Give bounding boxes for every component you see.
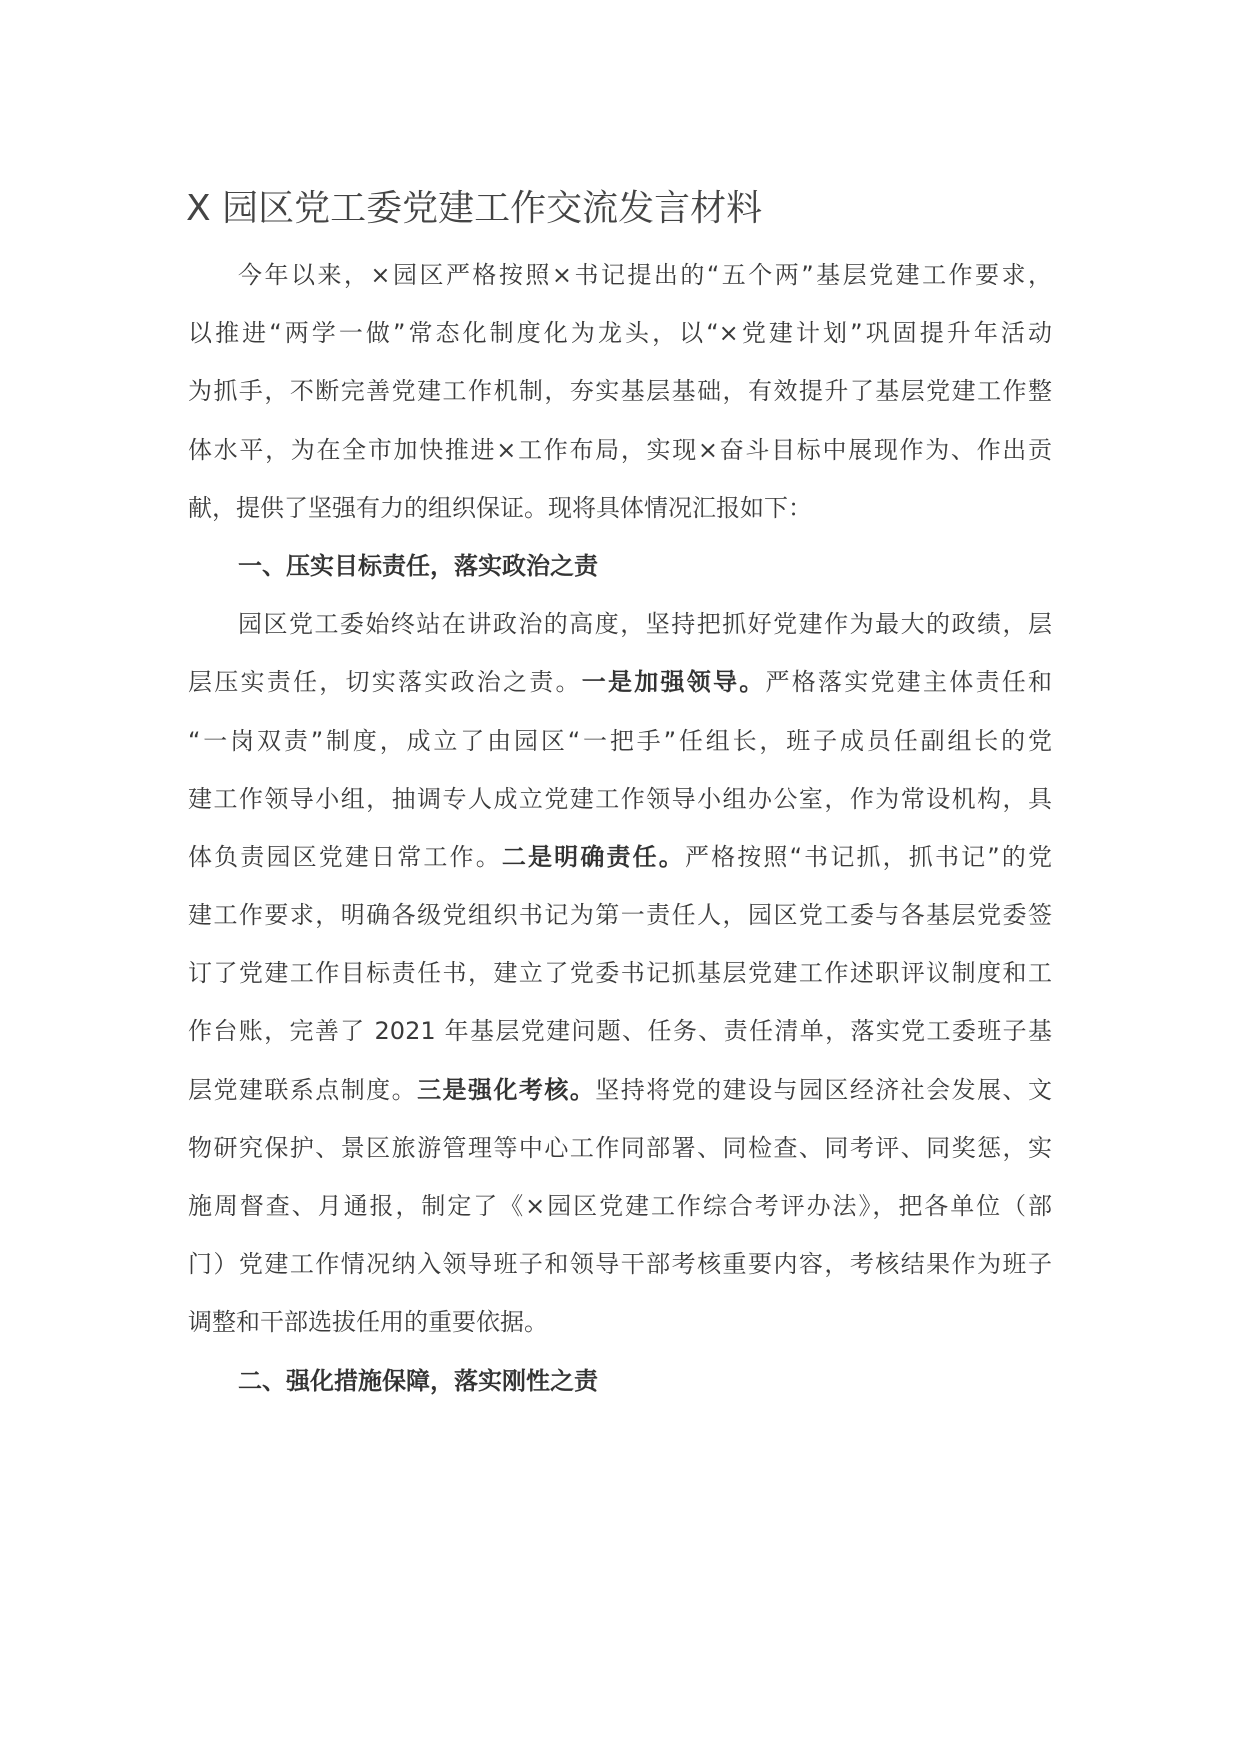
paragraph-line: [188, 308, 1052, 366]
paragraph-line: [188, 948, 1052, 1006]
text-run: 施周督查、月通报，制定了《×园区党建工作综合考评办法》，把各单位（部: [188, 1192, 1052, 1220]
section-heading: 二、强化措施保障，落实刚性之责: [238, 1366, 598, 1395]
paragraph-line: [188, 832, 1052, 890]
paragraph-line: [188, 483, 1052, 541]
text-run: 调整和干部选拔任用的重要依据。: [188, 1308, 548, 1337]
text-run: 为抓手，不断完善党建工作机制，夯实基层基础，有效提升了基层党建工作整: [188, 377, 1052, 406]
text-run: 今年以来，×园区严格按照×书记提出的“五个两”基层党建工作要求，: [238, 261, 1052, 289]
paragraph-line: [188, 599, 1052, 657]
section-heading: 一、压实目标责任，落实政治之责: [238, 551, 598, 580]
text-run: 严格按照“书记抓，抓书记”的党: [684, 842, 1053, 871]
text-run: 作台账，完善了 2021 年基层党建问题、任务、责任清单，落实党工委班子基: [188, 1017, 1052, 1046]
paragraph-line: [188, 366, 1052, 424]
text-run: 严格落实党建主体责任和: [765, 668, 1052, 697]
paragraph-line: [188, 890, 1052, 948]
text-run: 物研究保护、景区旅游管理等中心工作同部署、同检查、同考评、同奖惩，实: [188, 1133, 1052, 1162]
paragraph-line: [188, 1123, 1052, 1181]
paragraph-line: [188, 1006, 1052, 1064]
bold-lead-phrase: 三是强化考核。: [417, 1075, 596, 1104]
text-run: 坚持将党的建设与园区经济社会发展、文: [595, 1075, 1053, 1104]
document-body: [188, 250, 1052, 1414]
text-run: 层压实责任，切实落实政治之责。: [188, 668, 582, 697]
bold-lead-phrase: 二是明确责任。: [501, 842, 685, 871]
text-run: 建工作领导小组，抽调专人成立党建工作领导小组办公室，作为常设机构，具: [188, 784, 1052, 813]
paragraph-line: [188, 1239, 1052, 1297]
text-run: 层党建联系点制度。: [188, 1075, 418, 1104]
text-run: 以推进“两学一做”常态化制度化为龙头，以“×党建计划”巩固提升年活动: [188, 319, 1052, 348]
paragraph-line: [188, 657, 1052, 715]
text-run: 园区党工委始终站在讲政治的高度，坚持把抓好党建作为最大的政绩，层: [238, 610, 1052, 639]
text-run: 订了党建工作目标责任书，建立了党委书记抓基层党建工作述职评议制度和工: [188, 959, 1052, 988]
paragraph-line: [188, 774, 1052, 832]
text-run: 体水平，为在全市加快推进×工作布局，实现×奋斗目标中展现作为、作出贡: [188, 435, 1052, 464]
paragraph-line: [188, 425, 1052, 483]
bold-lead-phrase: 一是加强领导。: [581, 668, 766, 697]
paragraph-line: [188, 716, 1052, 774]
text-run: 献，提供了坚强有力的组织保证。现将具体情况汇报如下：: [188, 493, 812, 522]
text-run: 建工作要求，明确各级党组织书记为第一责任人，园区党工委与各基层党委签: [188, 901, 1052, 930]
text-run: 体负责园区党建日常工作。: [188, 842, 502, 871]
document-title: X 园区党工委党建工作交流发言材料: [186, 188, 763, 229]
text-run: 门）党建工作情况纳入领导班子和领导干部考核重要内容，考核结果作为班子: [188, 1250, 1052, 1279]
text-run: “一岗双责”制度，成立了由园区“一把手”任组长，班子成员任副组长的党: [188, 726, 1052, 755]
paragraph-line: [188, 250, 1052, 308]
paragraph-line: [188, 1065, 1052, 1123]
paragraph-line: [188, 1297, 1052, 1355]
paragraph-line: [188, 1181, 1052, 1239]
